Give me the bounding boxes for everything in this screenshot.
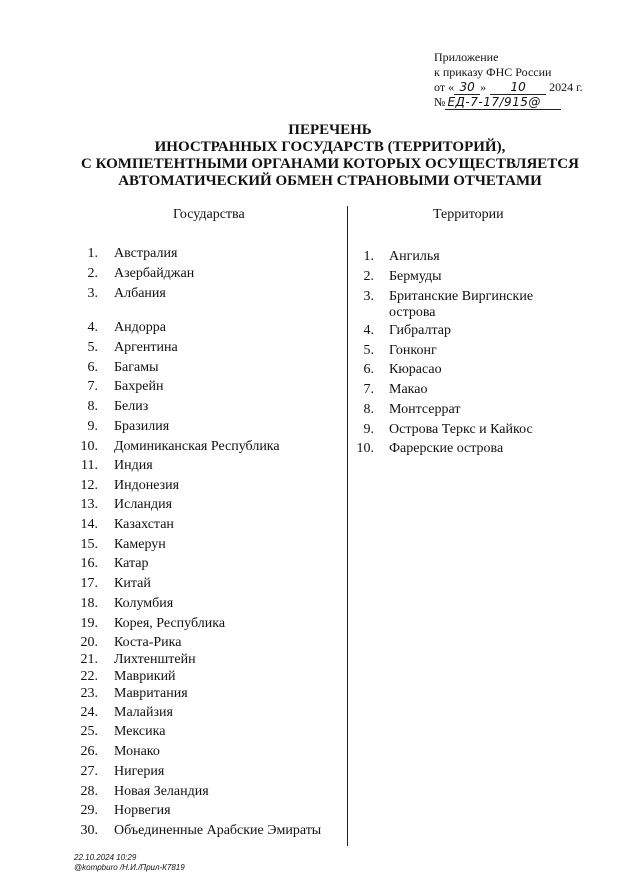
date-year: 2024 г.: [549, 80, 583, 94]
list-item: [80, 596, 173, 612]
list-item-number: 19.: [80, 616, 98, 631]
list-item-number: 30.: [80, 823, 98, 838]
order-reference: к приказу ФНС России: [434, 65, 552, 79]
list-item-number: 22.: [80, 669, 98, 684]
list-item: [80, 764, 164, 780]
footer-reference: @kompburo /Н.И./Прил-К7819: [74, 863, 185, 872]
list-item: [80, 803, 171, 819]
list-item-name: Азербайджан: [114, 266, 195, 281]
list-item-name: Корея, Республика: [114, 616, 226, 631]
list-item: [80, 286, 166, 302]
list-item: [356, 402, 460, 418]
list-item-name: Острова Теркс и Кайкос: [389, 422, 533, 437]
column-divider: [347, 206, 348, 846]
list-item: [80, 478, 179, 494]
list-item: [80, 556, 149, 572]
list-item: [80, 399, 148, 415]
list-item-number: 10.: [80, 439, 98, 454]
list-item-name: Нигерия: [114, 764, 165, 779]
list-item-number: 8.: [87, 399, 98, 414]
appendix-header: [434, 50, 634, 110]
list-item-name: Мексика: [114, 724, 166, 739]
list-item: [80, 517, 174, 533]
list-item: [356, 441, 503, 457]
list-item-name: Бермуды: [389, 269, 442, 284]
list-item-number: 9.: [363, 422, 374, 437]
list-item: [80, 379, 163, 395]
list-item-number: 2.: [363, 269, 374, 284]
list-item-name: Кюрасао: [389, 362, 442, 377]
list-item-number: 1.: [87, 246, 98, 261]
list-item-number: 27.: [80, 764, 98, 779]
list-item-name: Мавритания: [114, 686, 188, 701]
list-item-number: 18.: [80, 596, 98, 611]
list-item-name: Аргентина: [114, 340, 178, 355]
list-item: [356, 269, 442, 285]
list-item-number: 5.: [363, 343, 374, 358]
list-item: [80, 340, 178, 356]
list-item-number: 21.: [80, 652, 98, 667]
title-line-1: ПЕРЕЧЕНЬ: [288, 122, 372, 138]
list-item-number: 11.: [81, 458, 98, 473]
list-item-number: 13.: [80, 497, 98, 512]
list-item-number: 9.: [87, 419, 98, 434]
list-item: [80, 419, 169, 435]
list-item-name: Индонезия: [114, 478, 180, 493]
list-item-name: Коста-Рика: [114, 635, 182, 650]
list-item-number: 4.: [363, 323, 374, 338]
list-item: [356, 343, 437, 359]
list-item-name: Ангилья: [389, 249, 440, 264]
list-item: [80, 652, 196, 668]
list-item-name: Бахрейн: [114, 379, 164, 394]
list-item: [80, 616, 225, 632]
footer-timestamp: 22.10.2024 10:29: [74, 853, 137, 862]
list-item-name: Маврикий: [114, 669, 176, 684]
list-item-name: Объединенные Арабские Эмираты: [114, 823, 322, 838]
list-item-number: 10.: [356, 441, 374, 456]
title-line-3: С КОМПЕТЕНТНЫМИ ОРГАНАМИ КОТОРЫХ ОСУЩЕСТВЛЯЕТСЯ: [81, 156, 579, 172]
list-item-name: Монтсеррат: [389, 402, 461, 417]
handwritten-month: 10: [490, 81, 546, 95]
list-item-name: Малайзия: [114, 705, 173, 720]
states-column-header: Государства: [173, 207, 245, 222]
list-item: [80, 266, 194, 282]
date-prefix: от «: [434, 80, 455, 94]
list-item-number: 12.: [80, 478, 98, 493]
list-item-number: 3.: [87, 286, 98, 301]
list-item: [80, 320, 166, 336]
list-item-name: Багамы: [114, 360, 159, 375]
list-item-number: 4.: [87, 320, 98, 335]
title-line-2: ИНОСТРАННЫХ ГОСУДАРСТВ (ТЕРРИТОРИЙ),: [154, 139, 506, 155]
list-item-number: 6.: [363, 362, 374, 377]
order-date-line: [434, 80, 634, 95]
document-title: [60, 122, 600, 190]
list-item-name: Катар: [114, 556, 149, 571]
list-item: [80, 635, 181, 651]
list-item-number: 26.: [80, 744, 98, 759]
list-item: [356, 422, 533, 438]
list-item-number: 24.: [80, 705, 98, 720]
list-item: [356, 362, 442, 378]
order-number-line: [434, 95, 634, 110]
list-item-name: Норвегия: [114, 803, 171, 818]
list-item-name: Гибралтар: [389, 323, 452, 338]
list-item-name: Албания: [114, 286, 166, 301]
list-item: [80, 439, 280, 455]
list-item: [356, 382, 427, 398]
list-item-name: Андорра: [114, 320, 166, 335]
list-item: [80, 823, 321, 839]
territory-name-line-1: Британские Виргинские: [389, 289, 534, 304]
list-item-number: 5.: [87, 340, 98, 355]
list-item-name: Фарерские острова: [389, 441, 504, 456]
list-item-name: Доминиканская Республика: [114, 439, 280, 454]
list-item-number: 7.: [363, 382, 374, 397]
list-item-number: 15.: [80, 537, 98, 552]
list-item: [80, 246, 177, 262]
list-item-name: Китай: [114, 576, 151, 591]
list-item: [80, 537, 166, 553]
appendix-label: Приложение: [434, 50, 499, 64]
list-item: [80, 784, 209, 800]
list-item-number: 14.: [80, 517, 98, 532]
list-item-number: 16.: [80, 556, 98, 571]
list-item-number: 6.: [87, 360, 98, 375]
list-item-number: 2.: [87, 266, 98, 281]
list-item-number: 28.: [80, 784, 98, 799]
list-item-name: Белиз: [114, 399, 149, 414]
list-item: [80, 686, 188, 702]
list-item-name: Монако: [114, 744, 160, 759]
list-item-number: 29.: [80, 803, 98, 818]
list-item-number: 3.: [363, 289, 374, 304]
list-item: [80, 497, 172, 513]
handwritten-order-number: ЕД-7-17/915@: [445, 96, 561, 110]
list-item: [80, 724, 165, 740]
list-item-name: Бразилия: [114, 419, 170, 434]
list-item-name: Лихтенштейн: [114, 652, 196, 667]
number-prefix: №: [434, 95, 446, 109]
list-item-name: Камерун: [114, 537, 166, 552]
list-item: [80, 576, 151, 592]
list-item: [356, 249, 440, 265]
territory-name-line-2: острова: [389, 305, 436, 320]
document-footer: [74, 853, 185, 873]
list-item: [356, 289, 533, 321]
list-item-name: Новая Зеландия: [114, 784, 209, 799]
list-item-number: 23.: [80, 686, 98, 701]
list-item-name: Индия: [114, 458, 153, 473]
list-item: [80, 669, 176, 685]
list-item-name: Колумбия: [114, 596, 174, 611]
list-item: [356, 323, 451, 339]
list-item: [80, 744, 160, 760]
title-line-4: АВТОМАТИЧЕСКИЙ ОБМЕН СТРАНОВЫМИ ОТЧЕТАМИ: [118, 173, 542, 189]
list-item-number: 25.: [80, 724, 98, 739]
list-item-name: Казахстан: [114, 517, 174, 532]
list-item: [80, 705, 173, 721]
list-item-number: 20.: [80, 635, 98, 650]
list-item: [80, 360, 158, 376]
list-item-name: Макао: [389, 382, 428, 397]
list-item-number: 8.: [363, 402, 374, 417]
list-item-name: Австралия: [114, 246, 178, 261]
handwritten-day: 30: [454, 81, 480, 95]
list-item-number: 7.: [87, 379, 98, 394]
date-mid: »: [480, 80, 487, 94]
list-item: [80, 458, 153, 474]
territories-column-header: Территории: [433, 207, 504, 222]
list-item-name: [389, 289, 533, 321]
list-item-number: 1.: [363, 249, 374, 264]
list-item-number: 17.: [80, 576, 98, 591]
list-item-name: Исландия: [114, 497, 173, 512]
list-item-name: Гонконг: [389, 343, 437, 358]
